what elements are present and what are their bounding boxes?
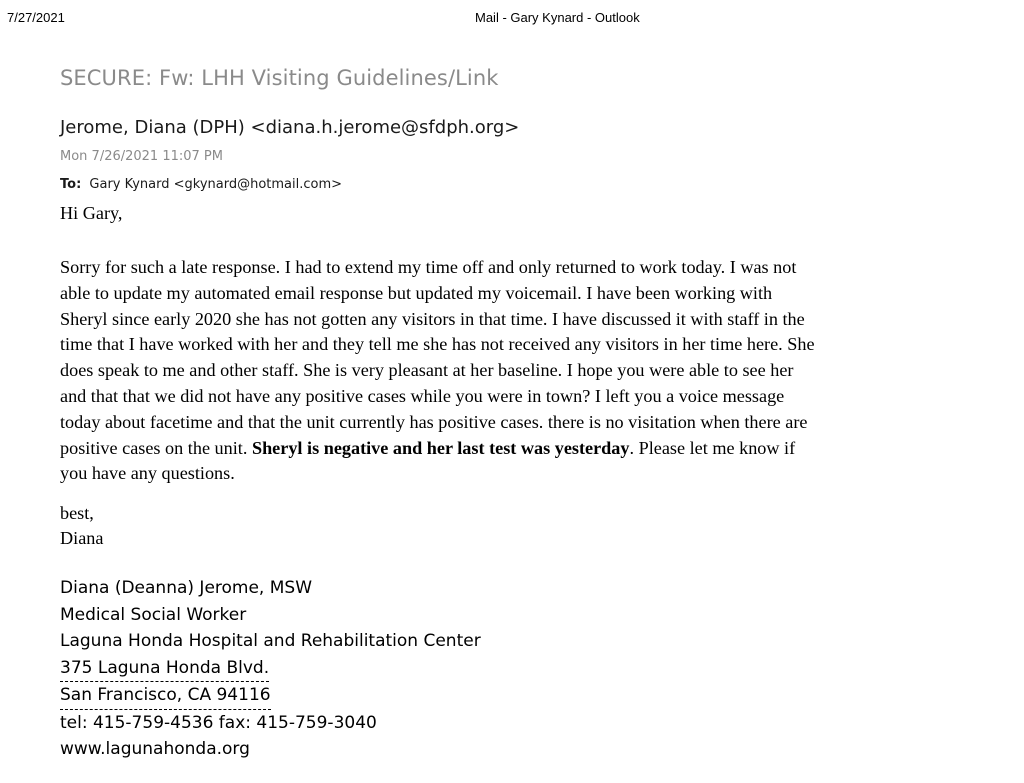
signature-address-line1[interactable]: 375 Laguna Honda Blvd. [60, 655, 269, 683]
signoff-text: best, [60, 503, 94, 523]
signature-name: Diana (Deanna) Jerome, MSW [60, 578, 313, 598]
body-line: and that that we did not have any positive cases while you were in town? I left you a voice message [60, 385, 785, 406]
body-line [60, 436, 980, 462]
email-recipients [60, 177, 342, 192]
print-date: 7/27/2021 [7, 10, 65, 25]
signature-organization: Laguna Honda Hospital and Rehabilitation Center [60, 631, 481, 651]
body-line: able to update my automated email response but updated my voicemail. I have been working with [60, 282, 773, 303]
signature-address-line2[interactable]: San Francisco, CA 94116 [60, 682, 271, 710]
signature-phone: tel: 415-759-4536 fax: 415-759-3040 [60, 712, 377, 733]
print-page-title: Mail - Gary Kynard - Outlook [475, 10, 640, 25]
signature-role: Medical Social Worker [60, 604, 247, 625]
signoff-name: Diana [60, 528, 104, 548]
email-body-paragraph [60, 255, 980, 487]
body-text: . Please let me know if [629, 437, 796, 458]
email-sent-date: Mon 7/26/2021 11:07 PM [60, 149, 223, 164]
email-greeting: Hi Gary, [60, 203, 123, 223]
email-signoff [60, 501, 103, 551]
body-line: you have any questions. [60, 463, 235, 484]
body-text: positive cases on the unit. [60, 437, 252, 458]
body-line: Sorry for such a late response. I had to extend my time off and only returned to work today. I was not [60, 257, 797, 277]
body-line: today about facetime and that the unit currently has positive cases. there is no visitation when there are [60, 411, 808, 432]
email-sender[interactable]: Jerome, Diana (DPH) <diana.h.jerome@sfdph.org> [60, 117, 520, 138]
body-line: time that I have worked with her and they tell me she has not received any visitors in her time here. She [60, 334, 815, 355]
recipient[interactable]: Gary Kynard <gkynard@hotmail.com> [89, 177, 343, 192]
body-bold-text: Sheryl is negative and her last test was yesterday [251, 437, 630, 458]
email-subject: SECURE: Fw: LHH Visiting Guidelines/Link [60, 66, 499, 90]
body-line: does speak to me and other staff. She is very pleasant at her baseline. I hope you were able to see her [60, 360, 794, 381]
email-signature [60, 575, 481, 763]
to-label: To: [60, 177, 82, 192]
body-line: Sheryl since early 2020 she has not gotten any visitors in that time. I have discussed it with staff in the [60, 308, 805, 329]
signature-website-link[interactable]: www.lagunahonda.org [60, 739, 250, 759]
